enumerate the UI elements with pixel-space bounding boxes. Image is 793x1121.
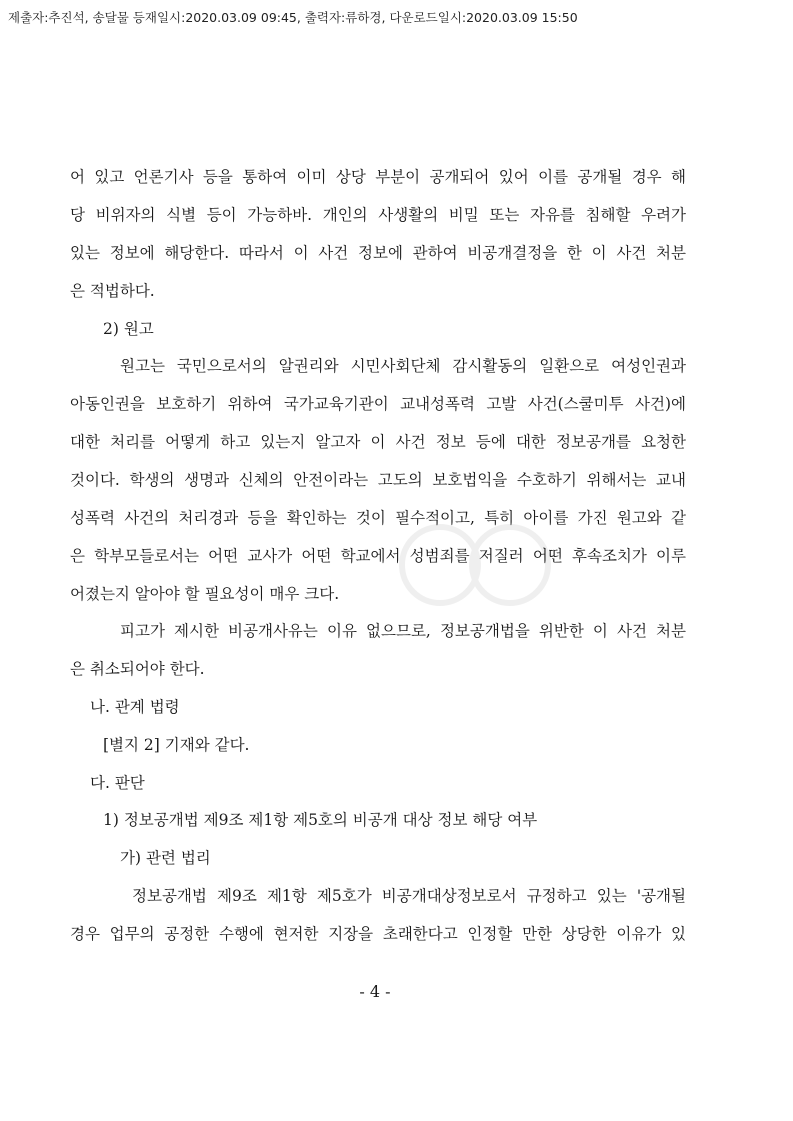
body-line: 경우 업무의 공정한 수행에 현저한 지장을 초래한다고 인정할 만한 상당한 이유가 있 <box>70 925 686 943</box>
section-heading: 가) 관련 법리 <box>120 849 211 867</box>
body-line: 정보공개법 제9조 제1항 제5호가 비공개대상정보로서 규정하고 있는 '공개될 <box>132 887 686 905</box>
body-line: 것이다. 학생의 생명과 신체의 안전이라는 고도의 보호법익을 수호하기 위해서는 교내 <box>70 471 686 489</box>
body-line: [별지 2] 기재와 같다. <box>103 736 250 754</box>
body-line: 은 적법하다. <box>70 282 155 300</box>
body-line: 아동인권을 보호하기 위하여 국가교육기관이 교내성폭력 고발 사건(스쿨미투 사건)에 <box>70 395 686 413</box>
section-heading: 1) 정보공개법 제9조 제1항 제5호의 비공개 대상 정보 해당 여부 <box>103 811 538 829</box>
body-line: 성폭력 사건의 처리경과 등을 확인하는 것이 필수적이고, 특히 아이를 가진 원고와 같 <box>70 509 686 527</box>
body-line: 대한 처리를 어떻게 하고 있는지 알고자 이 사건 정보 등에 대한 정보공개를 요청한 <box>70 433 686 451</box>
body-line: 어졌는지 알아야 할 필요성이 매우 크다. <box>70 585 340 603</box>
body-line: 원고는 국민으로서의 알권리와 시민사회단체 감시활동의 일환으로 여성인권과 <box>120 357 686 375</box>
body-line: 어 있고 언론기사 등을 통하여 이미 상당 부분이 공개되어 있어 이를 공개될 경우 해 <box>70 168 686 186</box>
submission-info-header: 제출자:추진석, 송달물 등재일시:2020.03.09 09:45, 출력자:류하경, 다운로드일시:2020.03.09 15:50 <box>8 10 578 25</box>
page-number: - 4 - <box>359 982 391 1001</box>
section-heading: 2) 원고 <box>103 320 154 338</box>
section-heading: 다. 판단 <box>90 774 145 792</box>
body-line: 은 취소되어야 한다. <box>70 660 205 678</box>
body-line: 당 비위자의 식별 등이 가능하바. 개인의 사생활의 비밀 또는 자유를 침해할 우려가 <box>70 206 686 224</box>
body-line: 피고가 제시한 비공개사유는 이유 없으므로, 정보공개법을 위반한 이 사건 처분 <box>120 622 686 640</box>
section-heading: 나. 관계 법령 <box>90 698 180 716</box>
body-line: 있는 정보에 해당한다. 따라서 이 사건 정보에 관하여 비공개결정을 한 이 사건 처분 <box>70 244 686 262</box>
body-line: 은 학부모들로서는 어떤 교사가 어떤 학교에서 성범죄를 저질러 어떤 후속조치가 이루 <box>70 547 686 565</box>
